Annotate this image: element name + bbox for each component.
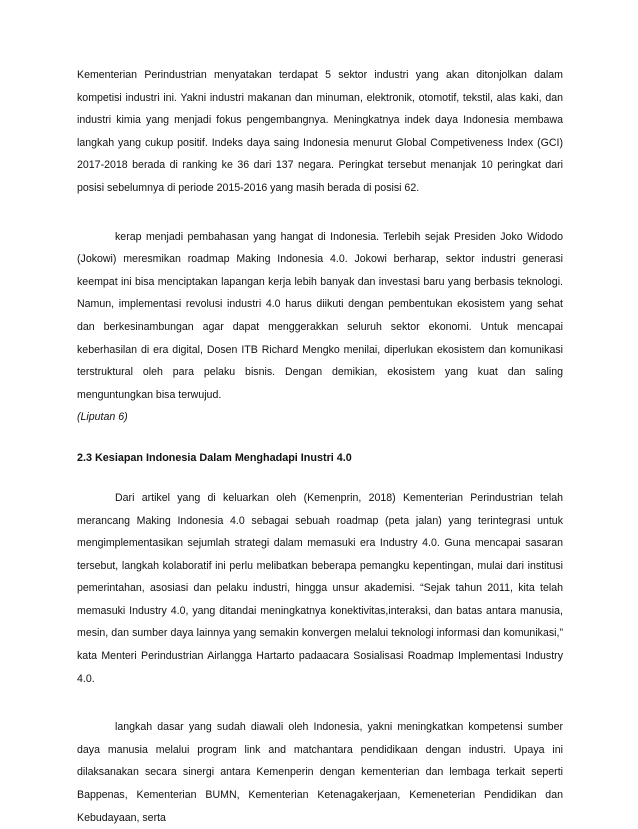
paragraph-making-indonesia: kerap menjadi pembahasan yang hangat di Indonesia. Terlebih sejak Presiden Joko Widodo (Jokowi) meresmikan roadmap Making Indonesia 4.0. Jokowi berharap, sektor industri generasi keempat ini bisa menciptakan lapangan kerja lebih banyak dan investasi baru yang berbasis teknologi. Namun, implementasi revolusi industri 4.0 harus diikuti dengan pembentukan ekosistem yang sehat dan berkesinambungan agar dapat menggerakkan seluruh sektor ekonomi. Untuk mencapai keberhasilan di era digital, Dosen ITB Richard Mengko menilai, diperlukan ekosistem dan komunikasi terstruktural oleh para pelaku bisnis. Dengan demikian, ekosistem yang kuat dan saling menguntungkan bisa terwujud. — [77, 230, 563, 401]
paragraph-spacer — [77, 429, 563, 447]
document-page — [77, 64, 563, 829]
paragraph-basic-steps: langkah dasar yang sudah diawali oleh Indonesia, yakni meningkatkan kompetensi sumber daya manusia melalui program link and matchantara pendidikaan dengan industri. Upaya ini dilaksanakan secara sinergi antara Kemenperin dengan kementerian dan lembaga terkait seperti Bappenas, Kementerian BUMN, Kementerian Ketenagakerjaan, Kemeneterian Pendidikan dan Kebudayaan, serta — [77, 721, 563, 824]
paragraph-spacer — [77, 200, 563, 226]
paragraph-kemenprin-roadmap: Dari artikel yang di keluarkan oleh (Kemenprin, 2018) Kementerian Perindustrian telah merancang Making Indonesia 4.0 sebagai sebuah roadmap (peta jalan) yang terintegrasi untuk mengimplementasikan sejumlah strategi dalam memasuki era Industry 4.0. Guna mencapai sasaran tersebut, langkah kolaboratif ini perlu melibatkan beberapa pemangku kepentingan, mulai dari institusi pemerintahan, asosiasi dan pelaku industri, hingga unsur akademisi. “Sejak tahun 2011, kita telah memasuki Industry 4.0, yang ditandai meningkatnya konektivitas,interaksi, dan batas antara manusia, mesin, dan sumber daya lainnya yang semakin konvergen melalui teknologi informasi dan komunikasi,” kata Menteri Perindustrian Airlangga Hartarto padaacara Sosialisasi Roadmap Implementasi Industry 4.0. — [77, 491, 563, 685]
paragraph-spacer — [77, 469, 563, 487]
citation-liputan6: (Liputan 6) — [77, 411, 128, 424]
section-heading: 2.3 Kesiapan Indonesia Dalam Menghadapi Inustri 4.0 — [77, 451, 352, 464]
paragraph-spacer — [77, 690, 563, 716]
paragraph-industry-sectors: Kementerian Perindustrian menyatakan terdapat 5 sektor industri yang akan ditonjolkan dalam kompetisi industri ini. Yakni industri makanan dan minuman, elektronik, otomotif, tekstil, alas kaki, dan industri kimia yang menjadi fokus pengembangnya. Meningkatnya indek daya Indonesia membawa langkah yang cukup positif. Indeks daya saing Indonesia menurut Global Competiveness Index (GCI) 2017-2018 berada di ranking ke 36 dari 137 negara. Peringkat tersebut menanjak 10 peringkat dari posisi sebelumnya di periode 2015-2016 yang masih berada di posisi 62. — [77, 69, 563, 194]
